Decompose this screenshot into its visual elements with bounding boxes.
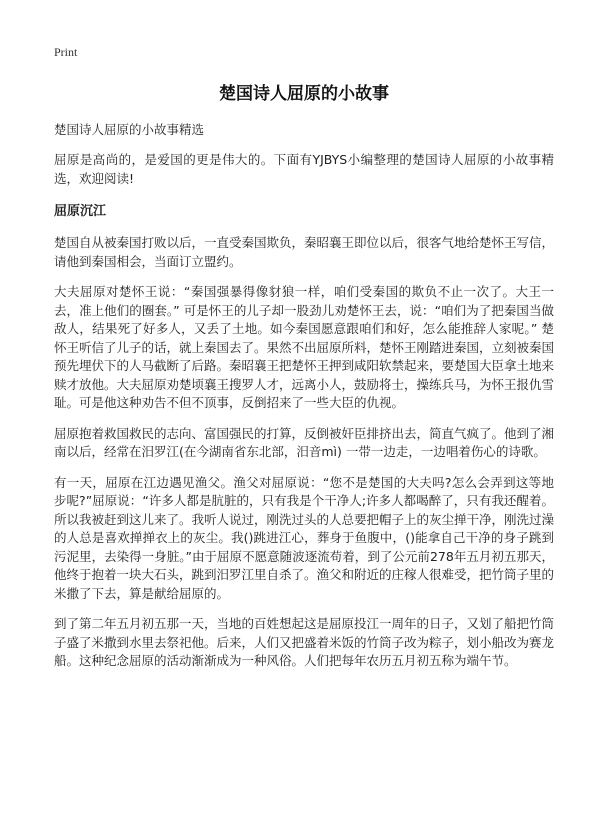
story-paragraph: 到了第二年五月初五那一天，当地的百姓想起这是屈原投江一周年的日子，又划了船把竹筒子盛了米撒到水里去祭祀他。后来，人们又把盛着米饭的竹筒子改为粽子，划小船改为赛龙船。这种纪念屈原的活动渐渐成为一种风俗。人们把每年农历五月初五称为端午节。 [54,616,555,668]
story-paragraph: 楚国自从被秦国打败以后，一直受秦国欺负，秦昭襄王即位以后，很客气地给楚怀王写信，请他到秦国相会，当面订立盟约。 [54,235,555,269]
story-paragraph: 屈原抱着救国救民的志向、富国强民的打算，反倒被奸臣排挤出去，简直气疯了。他到了湘南以后，经常在汨罗江(在今湖南省东北部，汨音mì) 一带一边走，一边唱着伤心的诗歌。 [54,425,555,459]
print-link[interactable]: Print [54,45,78,59]
article-title: 楚国诗人屈原的小故事 [219,84,389,104]
article-subtitle: 楚国诗人屈原的小故事精选 [54,122,205,137]
section-heading: 屈原沉江 [54,204,107,219]
document-page [54,44,554,671]
intro-paragraph: 屈原是高尚的，是爱国的更是伟大的。下面有YJBYS小编整理的楚国诗人屈原的小故事精选，欢迎阅读! [54,152,554,186]
story-paragraph: 有一天，屈原在江边遇见渔父。渔父对屈原说：“您不是楚国的大夫吗?怎么会弄到这等地步呢?”屈原说：“许多人都是肮脏的，只有我是个干净人;许多人都喝醉了，只有我还醒着。所以我被赶到这儿来了。我听人说过，刚洗过头的人总要把帽子上的灰尘掸干净，刚洗过澡的人总是喜欢掸掸衣上的灰尘。我()跳进江心，葬身于鱼腹中，()能拿自己干净的身子跳到污泥里，去染得一身脏。”由于屈原不愿意随波逐流苟着，到了公元前278年五月初五那天，他终于抱着一块大石头，跳到汨罗江里自杀了。渔父和附近的庄稼人很难受，把竹筒子里的米撒了下去，算是献给屈原的。 [54,474,555,601]
story-paragraph: 大夫屈原对楚怀王说：“秦国强暴得像豺狼一样，咱们受秦国的欺负不止一次了。大王一去，准上他们的圈套。” 可是怀王的儿子却一股劲儿劝楚怀王去，说：“咱们为了把秦国当做敌人，结果死了好多人，又丢了土地。如今秦国愿意跟咱们和好，怎么能推辞人家呢。” 楚怀王听信了儿子的话，就上秦国去了。果然不出屈原所料，楚怀王刚踏进秦国，立刻被秦国预先埋伏下的人马截断了后路。秦昭襄王把楚怀王押到咸阳软禁起来，要楚国大臣拿土地来赎才放他。大夫屈原劝楚顷襄王搜罗人才，远离小人，鼓励将士，操练兵马，为怀王报仇雪耻。可是他这种劝告不但不顶事，反倒招来了一些大臣的仇视。 [54,284,555,410]
